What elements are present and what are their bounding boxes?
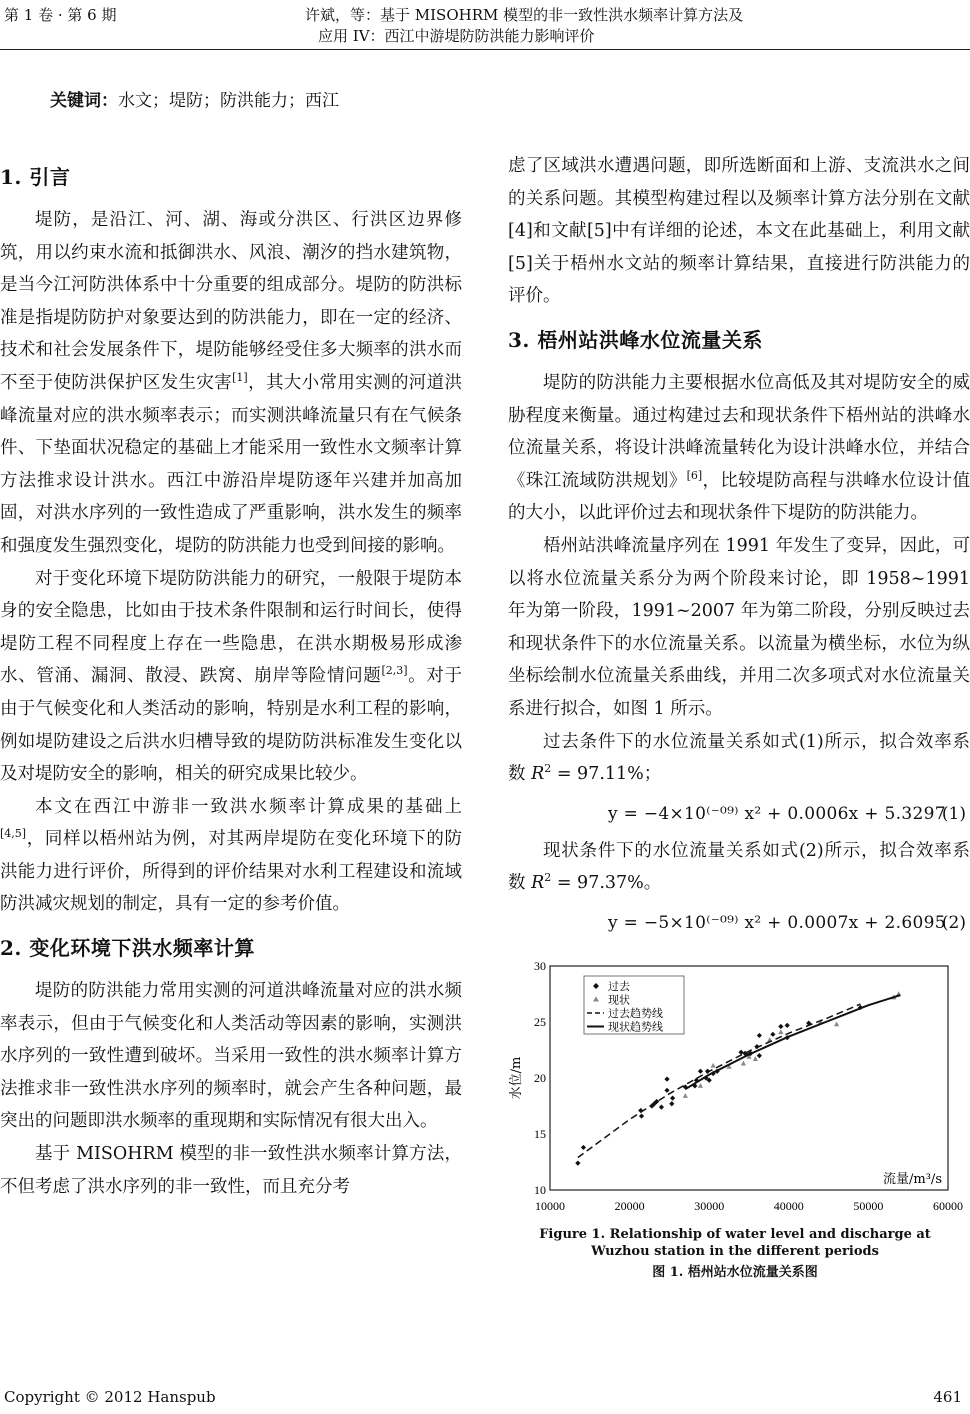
- y-tick-label: 20: [534, 1070, 546, 1085]
- running-title-line2: 应用 IV：西江中游堤防防洪能力影响评价: [318, 27, 595, 45]
- x-tick-label: 10000: [535, 1198, 565, 1213]
- y-tick-label: 30: [534, 958, 546, 973]
- right-column: [508, 150, 970, 1281]
- data-point-present: [834, 1021, 839, 1026]
- paragraph: [508, 726, 970, 791]
- x-tick-label: 20000: [614, 1198, 645, 1213]
- text-run: ，比较堤防高程与洪峰水位设计值的大小，以此评价过去和现状条件下堤防的防洪能力。: [508, 470, 970, 524]
- data-point-past: [664, 1088, 669, 1093]
- text-run: 梧州站洪峰流量序列在 1991 年发生了变异，因此，可以将水位流量关系分为两个阶段来讨论，即 1958~1991 年为第一阶段，1991~2007 年为第二阶段，分别反映过去和现状条件下的水位流量关系。以流量为横坐标，水位为纵坐标绘制水位流量关系曲线，并用二次多项式对水位流量关系进行拟合，如图 1 所示。: [508, 535, 970, 719]
- equation-formula: y = −4×10⁽⁻⁰⁹⁾ x² + 0.0006x + 5.3297: [608, 803, 946, 824]
- data-point-present: [698, 1083, 703, 1088]
- data-point-past: [757, 1033, 762, 1038]
- y-tick-label: 15: [534, 1126, 546, 1141]
- data-point-past: [770, 1032, 775, 1037]
- x-tick-label: 60000: [933, 1198, 963, 1213]
- y-tick-label: 25: [534, 1014, 546, 1029]
- data-point-past: [757, 1053, 762, 1058]
- x-tick-label: 50000: [853, 1198, 884, 1213]
- superscript: 2: [544, 762, 552, 776]
- paragraph: [508, 150, 970, 313]
- superscript: [6]: [686, 468, 703, 482]
- legend-label: 过去: [608, 979, 630, 993]
- keywords-label: 关键词：: [50, 91, 118, 111]
- equation: [508, 791, 970, 835]
- data-point-past: [575, 1160, 580, 1165]
- data-point-past: [698, 1069, 703, 1074]
- text-run: = 97.11%；: [551, 764, 662, 785]
- page-number: 461: [933, 1388, 962, 1406]
- running-header: [0, 0, 970, 50]
- equation-formula: y = −5×10⁽⁻⁰⁹⁾ x² + 0.0007x + 2.6095: [608, 912, 946, 933]
- data-point-past: [670, 1095, 675, 1100]
- data-point-present: [683, 1093, 688, 1098]
- data-point-past: [738, 1050, 743, 1055]
- data-point-past: [669, 1101, 674, 1106]
- text-run: 堤防的防洪能力主要根据水位高低及其对堤防安全的威胁程度来衡量。通过构建过去和现状条件下梧州站的洪峰水位流量关系，将设计洪峰流量转化为设计洪峰水位，并结合《珠江流域防洪规划》: [508, 372, 970, 491]
- data-point-present: [741, 1061, 746, 1066]
- legend-label: 现状: [608, 993, 630, 1007]
- legend-label: 现状趋势线: [608, 1020, 663, 1034]
- legend-label: 过去趋势线: [608, 1006, 663, 1020]
- text-run: 对于变化环境下堤防防洪能力的研究，一般限于堤防本身的安全隐患，比如由于技术条件限制和运行时间长，使得堤防工程不同程度上存在一些隐患，在洪水期极易形成渗水、管涌、漏洞、散浸、跌窝、崩岸等险情问题: [0, 568, 462, 687]
- math-variable: R: [531, 873, 545, 894]
- x-tick-label: 30000: [694, 1198, 725, 1213]
- text-run: ，同样以梧州站为例，对其两岸堤防在变化环境下的防洪能力进行评价，所得到的评价结果对水利工程建设和流域防洪减灾规划的制定，具有一定的参考价值。: [0, 829, 462, 915]
- data-point-present: [778, 1029, 783, 1034]
- text-run: 。对于由于气候变化和人类活动的影响，特别是水利工程的影响，例如堤防建设之后洪水归槽导致的堤防防洪标准发生变化以及对堤防安全的影响，相关的研究成果比较少。: [0, 666, 463, 785]
- equation-number: (2): [941, 912, 966, 933]
- data-point-past: [778, 1024, 783, 1029]
- text-run: ，其大小常用实测的河道洪峰流量对应的洪水频率表示；而实测洪峰流量只有在气候条件、下垫面状况稳定的基础上才能采用一致性水文频率计算方法推求设计洪水。西江中游沿岸堤防逐年兴建并加高加固，对洪水序列的一致性造成了严重影响，洪水发生的频率和强度发生强烈变化，堤防的防洪能力也受到间接的影响。: [0, 372, 463, 556]
- x-axis-label: 流量/m³/s: [883, 1171, 942, 1187]
- figure-caption-en: Figure 1. Relationship of water level and discharge at Wuzhou station in the different periods: [539, 1226, 931, 1259]
- text-run: = 97.37%。: [551, 873, 662, 894]
- paragraph: [508, 835, 970, 900]
- text-run: 过去条件下的水位流量关系如式(1)所示，拟合效率系数: [508, 731, 970, 785]
- keywords: [50, 86, 339, 111]
- paragraph: [508, 530, 970, 726]
- equation: [508, 900, 970, 944]
- superscript: 2: [544, 871, 552, 885]
- figure-1-chart: [500, 958, 970, 1226]
- data-point-past: [581, 1145, 586, 1150]
- superscript: [1]: [232, 371, 248, 385]
- running-title-line1: 许斌，等：基于 MISOHRM 模型的非一致性洪水频率计算方法及: [305, 6, 744, 24]
- y-tick-label: 10: [534, 1182, 546, 1197]
- data-point-past: [664, 1076, 669, 1081]
- equation-number: (1): [941, 803, 966, 824]
- left-column: [0, 150, 462, 1203]
- footer-copyright: Copyright © 2012 Hanspub: [4, 1388, 216, 1406]
- paragraph: [0, 563, 462, 791]
- text-run: 虑了区域洪水遭遇问题，即所选断面和上游、支流洪水之间的关系问题。其模型构建过程以及频率计算方法分别在文献[4]和文献[5]中有详细的论述，本文在此基础上，利用文献[5]关于梧州水文站的频率计算结果，直接进行防洪能力的评价。: [508, 156, 970, 307]
- math-variable: R: [531, 764, 545, 785]
- data-point-present: [753, 1056, 758, 1061]
- data-point-past: [639, 1113, 644, 1118]
- paragraph: [0, 975, 462, 1138]
- right-column-text: [508, 150, 970, 944]
- text-run: 堤防的防洪能力常用实测的河道洪峰流量对应的洪水频率表示，但由于气候变化和人类活动等因素的影响，实测洪水序列的一致性遭到破坏。当采用一致性的洪水频率计算方法推求非一致性洪水序列的频率时，就会产生各种问题，最突出的问题即洪水频率的重现期和实际情况有很大出入。: [0, 981, 462, 1132]
- text-run: 基于 MISOHRM 模型的非一致性洪水频率计算方法，不但考虑了洪水序列的非一致性，而且充分考: [0, 1144, 462, 1197]
- data-point-present: [711, 1063, 716, 1068]
- text-run: 现状条件下的水位流量关系如式(2)所示，拟合效率系数: [508, 840, 970, 894]
- y-axis-label: 水位/m: [509, 1056, 524, 1100]
- section-heading: 1. 引言: [0, 165, 71, 189]
- section-heading: 2. 变化环境下洪水频率计算: [0, 936, 255, 961]
- data-point-past: [785, 1023, 790, 1028]
- trendline-present: [685, 995, 900, 1089]
- paragraph: [0, 791, 462, 921]
- text-run: 堤防，是沿江、河、湖、海或分洪区、行洪区边界修筑，用以约束水流和抵御洪水、风浪、潮汐的挡水建筑物，是当今江河防洪体系中十分重要的组成部分。堤防的防洪标准是指堤防防护对象要达到的防洪能力，即在一定的经济、技术和社会发展条件下，堤防能够经受住多大频率的洪水而不至于使防洪保护区发生灾害: [0, 210, 462, 393]
- journal-issue: 第 1 卷 · 第 6 期: [4, 6, 117, 24]
- paragraph: [0, 1138, 462, 1203]
- paragraph: [0, 204, 462, 563]
- paragraph: [508, 367, 970, 530]
- keywords-text: 水文；堤防；防洪能力；西江: [118, 91, 339, 111]
- text-run: 本文在西江中游非一致洪水频率计算成果的基础上: [35, 796, 462, 817]
- superscript: [2,3]: [381, 664, 408, 678]
- section-heading: 3. 梧州站洪峰水位流量关系: [508, 327, 763, 352]
- x-tick-label: 40000: [773, 1198, 804, 1213]
- data-point-past: [659, 1104, 664, 1109]
- figure-caption-zh: 图 1. 梧州站水位流量关系图: [652, 1264, 818, 1280]
- superscript: [4,5]: [0, 827, 27, 841]
